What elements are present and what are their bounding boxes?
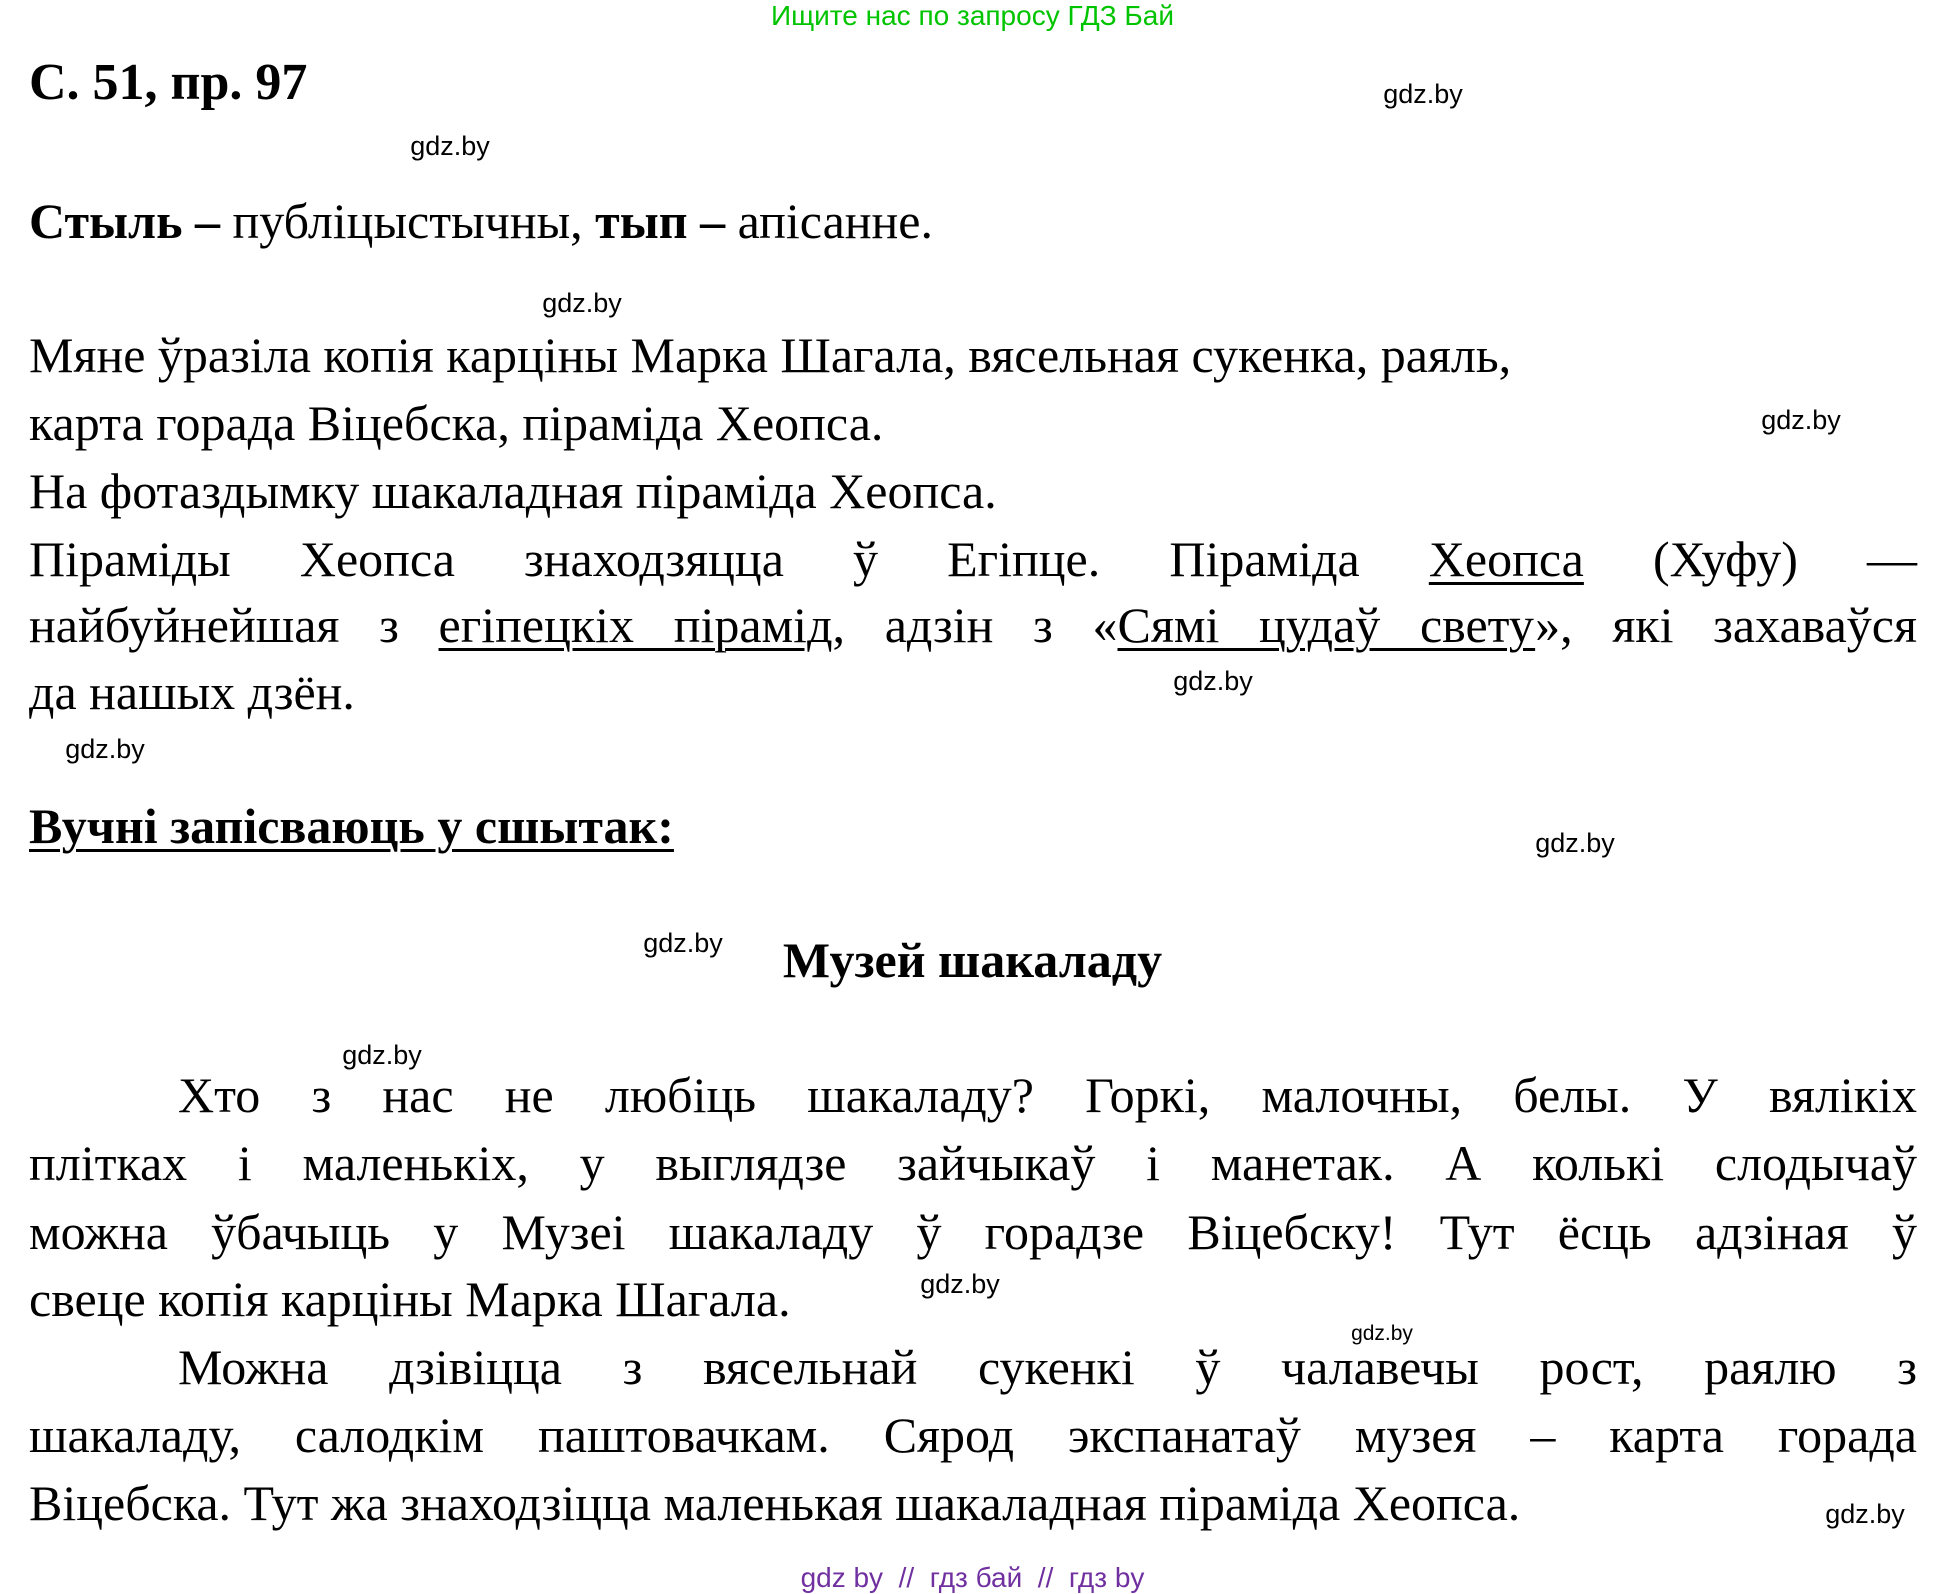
watermark: gdz.by xyxy=(1761,405,1841,435)
watermark: gdz.by xyxy=(65,734,145,764)
text-line: Мяне ўразіла копія карціны Марка Шагала, вясельная сукенка, раяль, xyxy=(29,327,1512,383)
text-line: можна ўбачыць у Музеі шакаладу ў горадзе Віцебску! Тут ёсць адзіная ў xyxy=(29,1204,1917,1260)
text-line xyxy=(29,592,1917,658)
style-value: публіцыстычны, xyxy=(220,193,596,249)
section-heading-text: Вучні запісваюць у сшытак: xyxy=(29,798,674,854)
underlined-term: Сямі цудаў свету xyxy=(1117,597,1536,653)
watermark: gdz.by xyxy=(1383,79,1463,109)
text-segment: », які захаваўся xyxy=(1535,597,1917,653)
style-type-line xyxy=(29,188,1917,254)
watermark: gdz.by xyxy=(1173,666,1253,696)
essay-title: Музей шакаладу xyxy=(782,932,1163,988)
text-segment: Піраміды Хеопса знаходзяцца ў Егіпце. Піраміда xyxy=(29,531,1429,587)
text-line: Можна дзівіцца з вясельнай сукенкі ў чалавечы рост, раялю з xyxy=(178,1339,1917,1395)
watermark: gdz.by xyxy=(542,288,622,318)
text-line: Хто з нас не любіць шакаладу? Горкі, малочны, белы. У вялікіх xyxy=(178,1067,1917,1123)
footer-links: gdz by // гдз бай // гдз by xyxy=(800,1562,1145,1593)
text-line: шакаладу, салодкім паштовачкам. Сярод экспанатаў музея – карта горада xyxy=(29,1407,1917,1463)
text-line: плітках і маленькіх, у выглядзе зайчыкаў і манетак. А колькі слодычаў xyxy=(29,1135,1917,1191)
watermark: gdz.by xyxy=(1825,1499,1905,1529)
text-line xyxy=(29,526,1917,592)
text-segment: , адзін з « xyxy=(832,597,1118,653)
watermark: gdz.by xyxy=(1351,1322,1413,1345)
section-heading xyxy=(29,793,674,859)
text-line: На фотаздымку шакаладная піраміда Хеопса. xyxy=(29,463,997,519)
style-label: Стыль – xyxy=(29,193,221,249)
text-line: карта горада Віцебска, піраміда Хеопса. xyxy=(29,395,884,451)
type-value: апісанне. xyxy=(725,193,933,249)
underlined-term: егіпецкіх пірамід xyxy=(438,597,833,653)
watermark: gdz.by xyxy=(342,1040,422,1070)
type-label: тып – xyxy=(595,193,726,249)
search-hint-banner: Ищите нас по запросу ГДЗ Бай xyxy=(770,0,1175,31)
text-line: Віцебска. Тут жа знаходзіцца маленькая шакаладная піраміда Хеопса. xyxy=(29,1475,1521,1531)
text-segment: (Хуфу) — xyxy=(1583,531,1918,587)
text-line: да нашых дзён. xyxy=(29,664,355,720)
watermark: gdz.by xyxy=(920,1269,1000,1299)
watermark: gdz.by xyxy=(643,928,723,958)
underlined-term: Хеопса xyxy=(1428,531,1584,587)
text-segment: найбуйнейшая з xyxy=(29,597,439,653)
watermark: gdz.by xyxy=(1535,828,1615,858)
page-title: С. 51, пр. 97 xyxy=(29,54,308,111)
text-line: свеце копія карціны Марка Шагала. xyxy=(29,1271,791,1327)
watermark: gdz.by xyxy=(410,131,490,161)
